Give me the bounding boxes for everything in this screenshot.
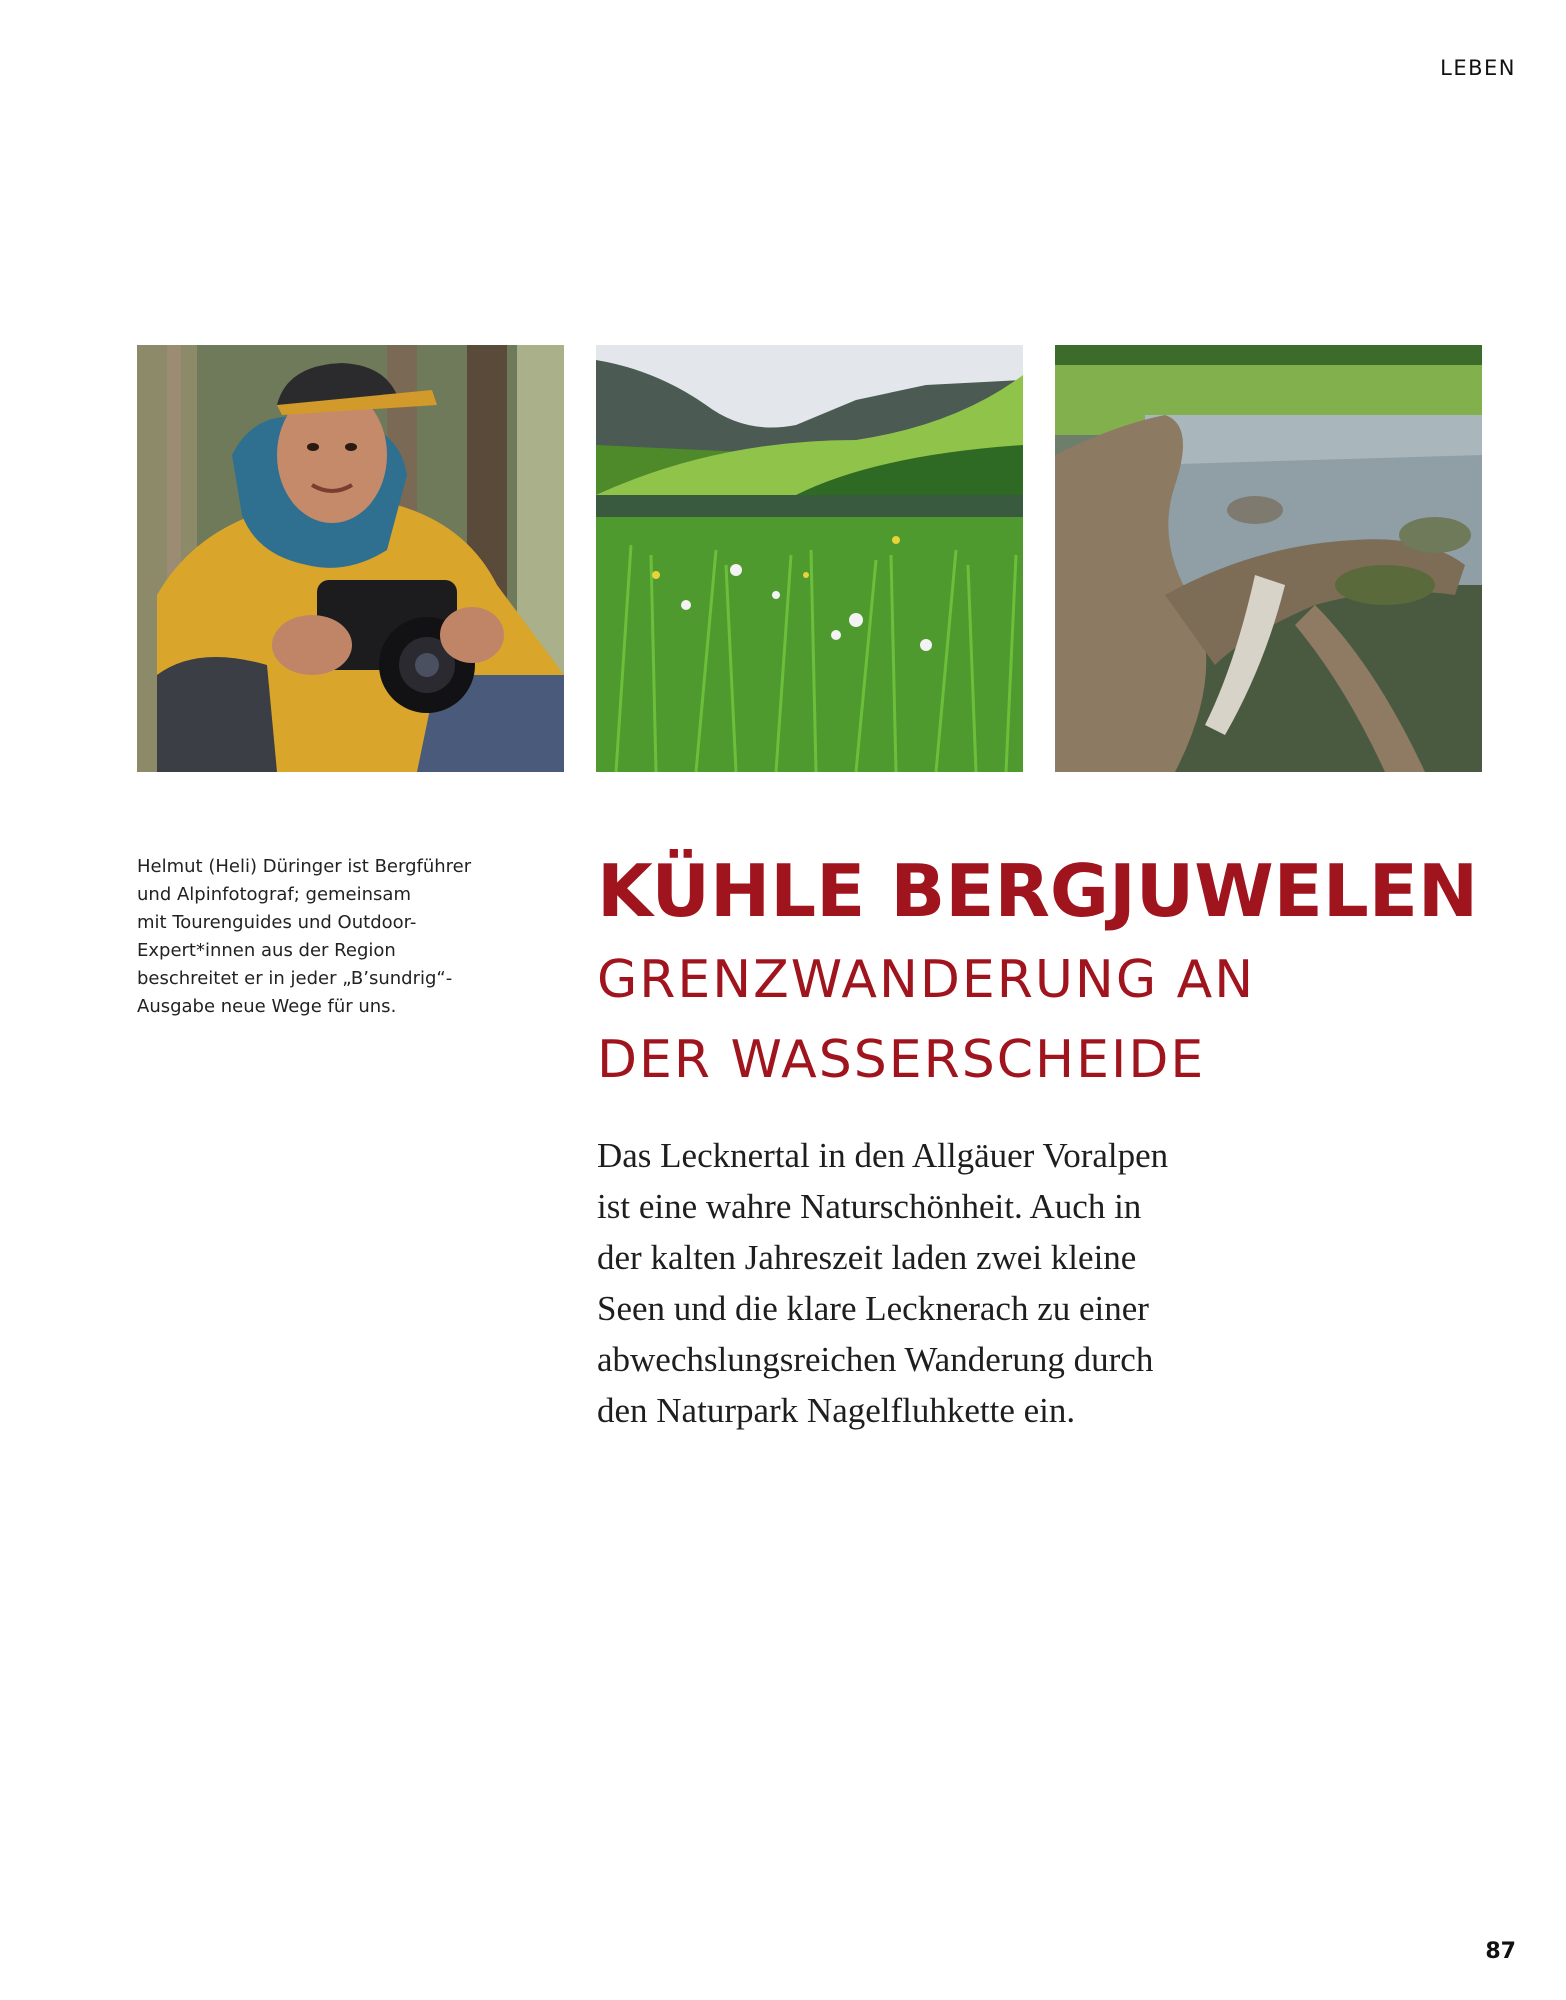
article-title: KÜHLE BERGJUWELEN [597,849,1479,933]
page-number: 87 [1485,1939,1516,1964]
lead-line: der kalten Jahreszeit laden zwei kleine [597,1238,1137,1277]
article-subtitle [597,940,1255,1100]
subtitle-line: GRENZWANDERUNG AN [597,950,1256,1010]
lead-paragraph [597,1130,1168,1436]
section-label: LEBEN [1440,56,1516,80]
caption-line: mit Tourenguides und Outdoor- [137,912,417,933]
caption-line: Ausgabe neue Wege für uns. [137,996,397,1017]
caption-line: Expert*innen aus der Region [137,940,396,961]
driftwood-lake-photo [1055,345,1482,772]
alpine-meadow-lake-photo [596,345,1023,772]
caption-line: beschreitet er in jeder „B’sundrig“- [137,968,453,989]
subtitle-line: DER WASSERSCHEIDE [597,1030,1206,1090]
lead-line: abwechslungsreichen Wanderung durch [597,1340,1154,1379]
lead-line: den Naturpark Nagelfluhkette ein. [597,1391,1076,1430]
lead-line: ist eine wahre Naturschönheit. Auch in [597,1187,1142,1226]
portrait-photographer-photo [137,345,564,772]
lead-line: Seen und die klare Lecknerach zu einer [597,1289,1149,1328]
caption-line: Helmut (Heli) Düringer ist Bergführer [137,856,472,877]
caption-line: und Alpinfotograf; gemeinsam [137,884,411,905]
author-caption [137,853,497,1021]
lead-line: Das Lecknertal in den Allgäuer Voralpen [597,1136,1169,1175]
